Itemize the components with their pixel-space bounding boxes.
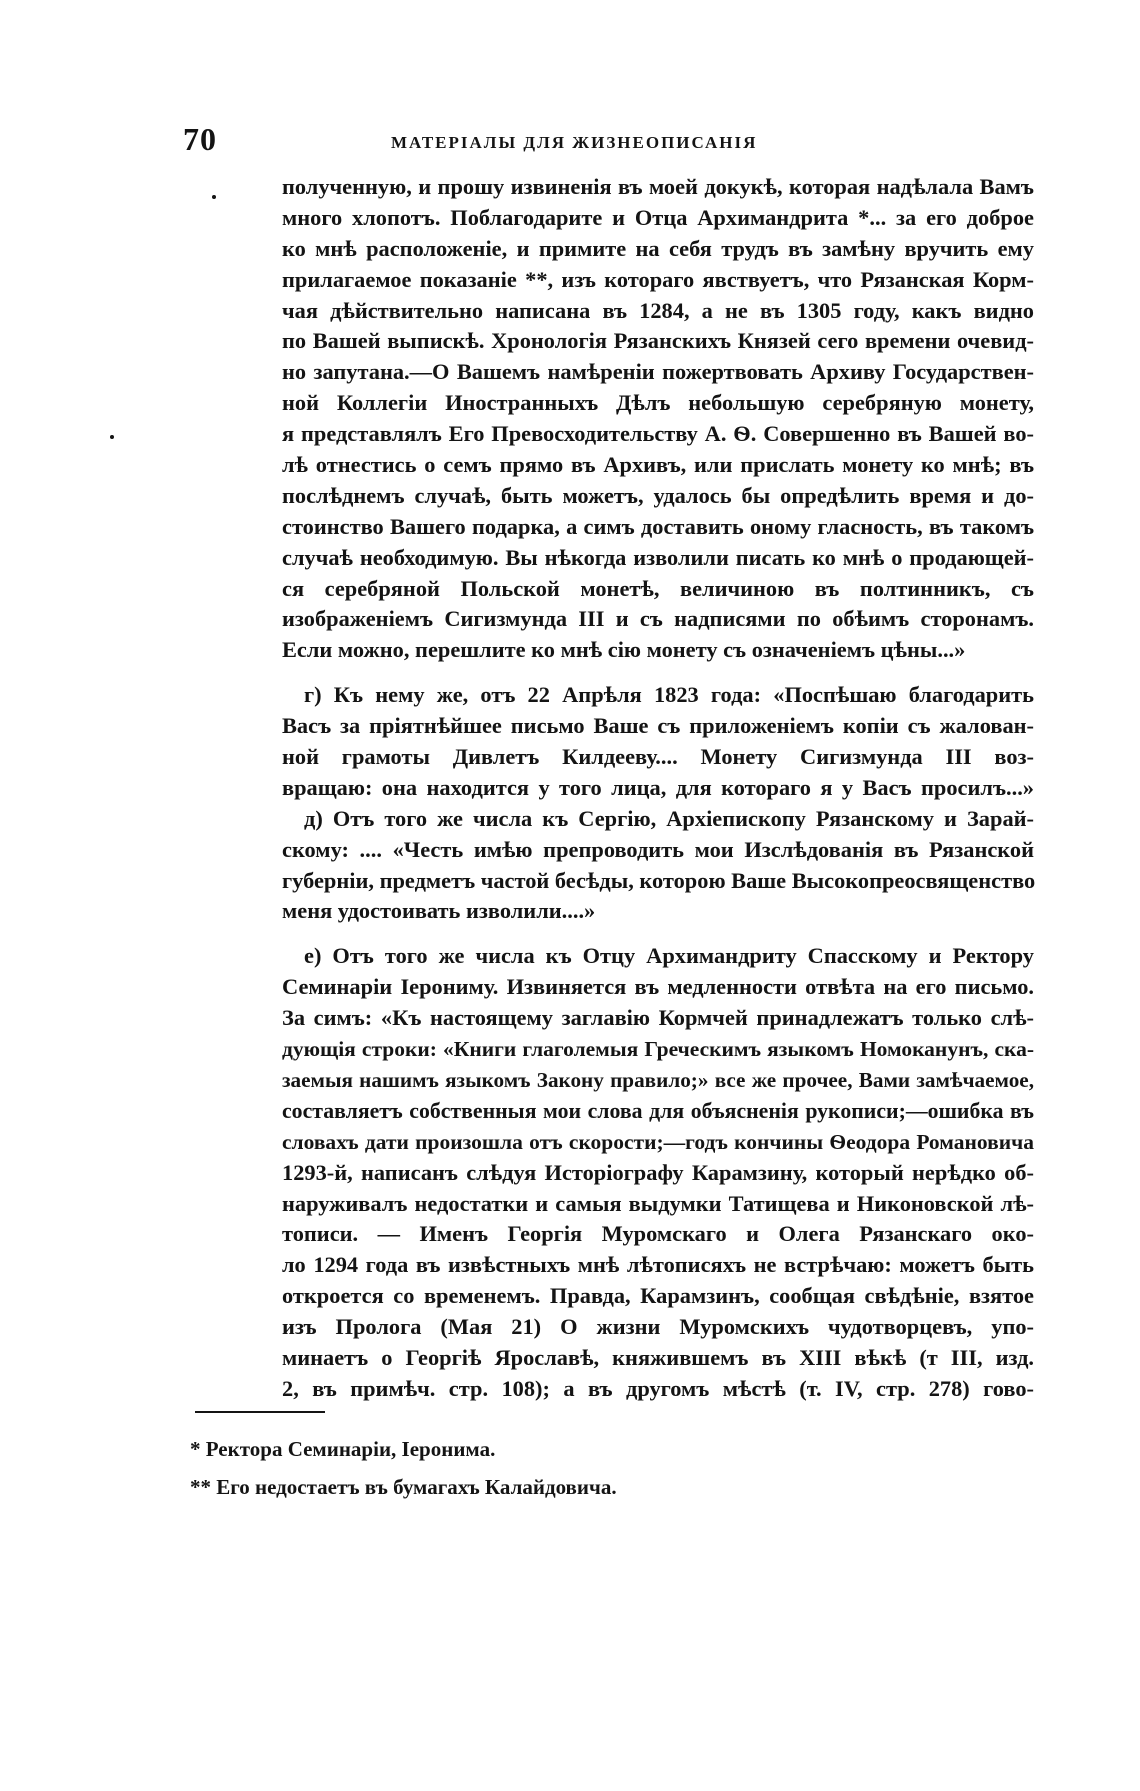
text-line: ся серебряной Польской монетѣ, величиною въ полтинникъ, съ: [282, 575, 1034, 601]
text-line: 1293-й, написанъ слѣдуя Исторіографу Карамзину, который нерѣдко об-: [282, 1159, 1034, 1185]
text-line: заемыя нашимъ языкомъ Закону правило;» все же прочее, Вами замѣчаемое,: [282, 1067, 1034, 1092]
text-line: г) Къ нему же, отъ 22 Апрѣля 1823 года: «Поспѣшаю благодарить: [304, 682, 1034, 708]
text-line: чая дѣйствительно написана въ 1284, а не въ 1305 году, какъ видно: [282, 297, 1034, 323]
text-line: изображеніемъ Сигизмунда III и съ надписями по обѣимъ сторонамъ.: [282, 606, 1034, 632]
page-header: [183, 121, 823, 161]
footnote: * Ректора Семинаріи, Іеронима.: [190, 1437, 496, 1461]
text-line: составляетъ собственныя мои слова для объясненія рукописи;—ошибка въ: [282, 1098, 1034, 1123]
text-line: прилагаемое показаніе **, изъ котораго явствуетъ, что Рязанская Корм-: [282, 266, 1034, 292]
text-line: ло 1294 года въ извѣстныхъ мнѣ лѣтописяхъ не встрѣчаю: можетъ быть: [282, 1252, 1034, 1278]
text-line: ко мнѣ расположеніе, и примите на себя трудъ въ замѣну вручить ему: [282, 235, 1034, 261]
text-line: минаетъ о Георгіѣ Ярославѣ, княжившемъ въ XIII вѣкѣ (т III, изд.: [282, 1344, 1034, 1370]
text-line: полученную, и прошу извиненія въ моей докукѣ, которая надѣлала Вамъ: [282, 174, 1034, 199]
text-line: послѣднемъ случаѣ, быть можетъ, удалось бы опредѣлить время и до-: [282, 482, 1034, 508]
ink-speck: [110, 435, 114, 439]
text-line: д) Отъ того же числа къ Сергію, Архіепископу Рязанскому и Зарай-: [304, 805, 1034, 831]
text-line: За симъ: «Къ настоящему заглавію Кормчей принадлежатъ только слѣ-: [282, 1005, 1034, 1031]
footnote-divider: [195, 1411, 325, 1413]
text-line: много хлопотъ. Поблагодарите и Отца Архимандрита *... за его доброе: [282, 204, 1034, 230]
text-line: меня удостоивать изволили....»: [282, 898, 596, 924]
text-line: изъ Пролога (Мая 21) О жизни Муромскихъ чудотворцевъ, упо-: [282, 1314, 1034, 1340]
footnote: ** Его недостаетъ въ бумагахъ Калайдовича.: [190, 1475, 617, 1499]
text-line: е) Отъ того же числа къ Отцу Архимандриту Спасскому и Ректору: [304, 943, 1034, 969]
text-line: случаѣ необходимую. Вы нѣкогда изволили писать ко мнѣ о продающей-: [282, 544, 1034, 570]
text-line: стоинство Вашего подарка, а симъ доставить оному гласность, въ такомъ: [282, 513, 1034, 539]
text-line: губерніи, предметъ частой бесѣды, которою Ваше Высокопреосвященство: [282, 867, 1036, 893]
text-line: Семинаріи Іерониму. Извиняется въ медленности отвѣта на его письмо.: [282, 974, 1034, 1000]
text-line: Васъ за пріятнѣйшее письмо Ваше съ приложеніемъ копіи съ жалован-: [282, 713, 1034, 739]
text-line: дующія строки: «Книги глаголемыя Греческимъ языкомъ Номоканунъ, ска-: [282, 1037, 1034, 1062]
text-line: Если можно, перешлите ко мнѣ сію монету съ означеніемъ цѣны...»: [282, 637, 966, 663]
text-line: тописи. — Именъ Георгія Муромскаго и Олега Рязанскаго око-: [282, 1221, 1034, 1247]
text-line: словахъ дати произошла отъ скорости;—годъ кончины Ѳеодора Романовича: [282, 1129, 1034, 1154]
text-line: скому: .... «Честь имѣю препроводить мои Изслѣдованія въ Рязанской: [282, 836, 1034, 862]
text-line: но запутана.—О Вашемъ намѣреніи пожертвовать Архиву Государствен-: [282, 359, 1034, 385]
text-line: ной Коллегіи Иностранныхъ Дѣлъ небольшую серебряную монету,: [282, 390, 1034, 416]
text-line: наруживалъ недостатки и самыя выдумки Татищева и Никоновской лѣ-: [282, 1190, 1034, 1216]
page-number: 70: [183, 121, 217, 157]
text-line: 2, въ примѣч. стр. 108); а въ другомъ мѣстѣ (т. IV, стр. 278) гово-: [282, 1375, 1034, 1401]
text-line: по Вашей выпискѣ. Хронологія Рязанскихъ Князей сего времени очевид-: [282, 328, 1034, 354]
ink-speck: [212, 195, 216, 199]
text-line: вращаю: она находится у того лица, для котораго я у Васъ просилъ...»: [282, 774, 1034, 800]
text-line: лѣ отнестись о семъ прямо въ Архивъ, или прислать монету ко мнѣ; въ: [282, 452, 1034, 478]
footnotes: [190, 1430, 617, 1506]
text-line: ной грамоты Дивлетъ Килдееву.... Монету Сигизмунда III воз-: [282, 744, 1034, 770]
text-line: я представлялъ Его Превосходительству А. Ѳ. Совершенно въ Вашей во-: [282, 421, 1034, 447]
running-title: МАТЕРІАЛЫ ДЛЯ ЖИЗНЕОПИСАНІЯ: [391, 133, 758, 152]
text-line: откроется со временемъ. Правда, Карамзинъ, сообщая свѣдѣніе, взятое: [282, 1283, 1034, 1309]
body-text: [282, 172, 1034, 1405]
